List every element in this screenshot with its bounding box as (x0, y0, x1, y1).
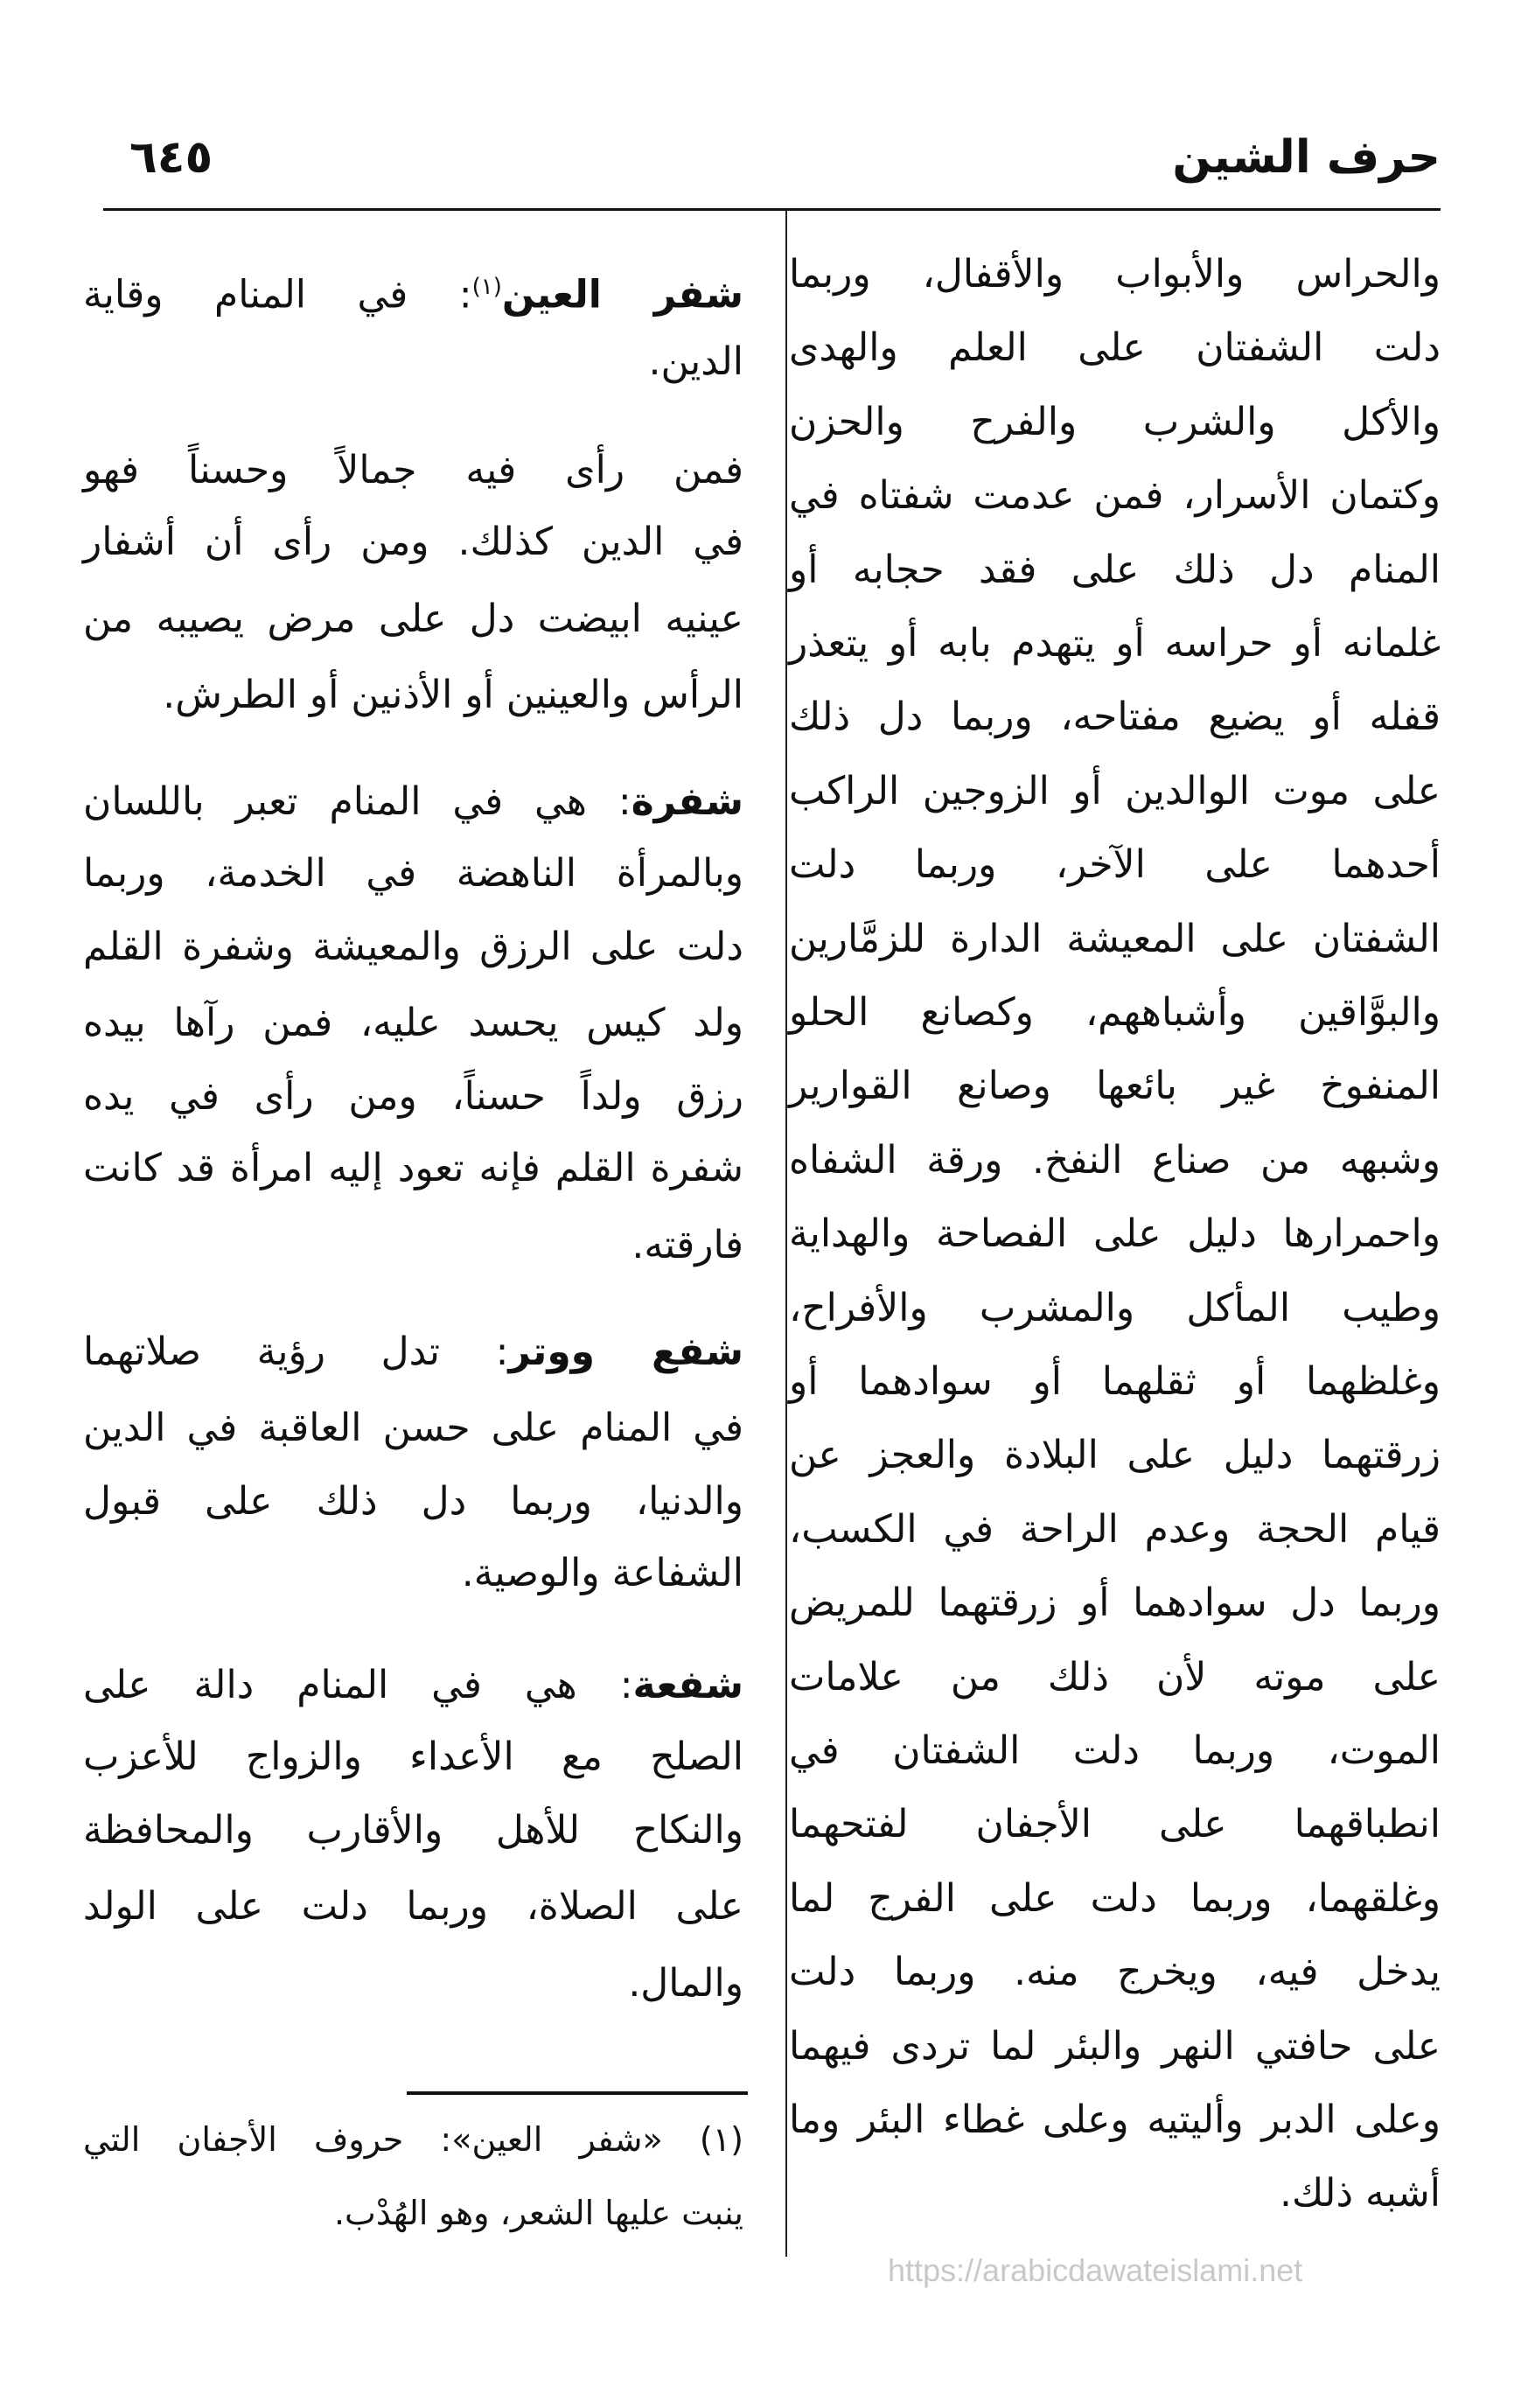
line-text: والمال. (628, 1961, 743, 2006)
line-text: والأكل والشرب والفرح والحزن (789, 400, 1441, 444)
line-text: والنكاح للأهل والأقارب والمحافظة (83, 1808, 743, 1853)
line-text: وكتمان الأسرار، فمن عدمت شفتاه في (789, 473, 1441, 518)
line-text: وغلقهما، وربما دلت على الفرج لما (789, 1876, 1441, 1921)
text-line (789, 396, 1441, 449)
line-text: الصلح مع الأعداء والزواج للأعزب (83, 1734, 743, 1779)
line-text: وغلظهما أو ثقلهما أو سوادهما أو (789, 1359, 1441, 1404)
line-text: قفله أو يضيع مفتاحه، وربما دل ذلك (789, 694, 1441, 739)
text-line (83, 2187, 743, 2239)
column-divider (785, 210, 787, 2257)
text-line (789, 1946, 1441, 1999)
line-text: والدنيا، وربما دل ذلك على قبول (83, 1479, 743, 1524)
text-line (83, 1402, 743, 1455)
line-text: الشفاعة والوصية. (461, 1551, 743, 1595)
line-text: شفرة القلم فإنه تعود إليه امرأة قد كانت (83, 1146, 743, 1190)
line-text: وعلى الدبر وأليتيه وعلى غطاء البئر وما (789, 2097, 1441, 2142)
line-text: على حافتي النهر والبئر لما تردى فيهما (789, 2024, 1441, 2069)
text-line (83, 848, 743, 900)
line-text: المنام دل ذلك على فقد حجابه أو (789, 548, 1441, 592)
line-text: المنفوخ غير بائعها وصانع القوارير (789, 1064, 1441, 1108)
line-text: : هي في المنام دالة على (83, 1663, 633, 1707)
text-line (83, 1219, 743, 1272)
line-text: دلت الشفتان على العلم والهدى (789, 325, 1441, 370)
text-line (83, 593, 743, 646)
page-number: ٦٤٥ (129, 131, 213, 184)
text-line (83, 921, 743, 974)
line-text: الشفتان على المعيشة الدارة للزمَّارين (789, 917, 1441, 961)
line-text: والبوَّاقين وأشباههم، وكصانع الحلو (789, 990, 1441, 1035)
text-line (83, 1958, 743, 2010)
running-title: حرف الشين (1172, 131, 1441, 184)
text-line (83, 1881, 743, 1933)
text-line (789, 2094, 1441, 2146)
text-line (83, 776, 743, 828)
line-text: وربما دل سوادهما أو زرقتهما للمريض (789, 1581, 1441, 1625)
line-text: فارقته. (631, 1223, 743, 1267)
line-text: على موت الوالدين أو الزوجين الراكب (789, 769, 1441, 813)
text-line (83, 1071, 743, 1123)
line-text: زرقتهما دليل على البلادة والعجز عن (789, 1433, 1441, 1477)
text-line (83, 261, 744, 318)
line-text: رزق ولداً حسناً، ومن رأى في يده (83, 1074, 743, 1119)
text-line (789, 1060, 1441, 1113)
line-text: في الدين كذلك. ومن رأى أن أشفار (83, 520, 743, 564)
text-line (789, 248, 1441, 301)
text-line (789, 765, 1441, 818)
text-line (789, 1134, 1441, 1187)
line-text: انطباقهما على الأجفان لفتحهما (789, 1802, 1441, 1846)
entry-heading: شفعة (632, 1663, 743, 1707)
text-line (83, 1142, 743, 1195)
text-line (789, 691, 1441, 743)
entry-heading: شفر العين (501, 272, 744, 318)
text-line (789, 1208, 1441, 1260)
line-text: ولد كيس يحسد عليه، فمن رآها بيده (83, 1001, 743, 1045)
line-text: والحراس والأبواب والأقفال، وربما (789, 252, 1441, 297)
line-text: أشبه ذلك. (1279, 2171, 1441, 2216)
text-line (789, 839, 1441, 891)
text-line (789, 322, 1441, 374)
text-line (789, 1282, 1441, 1335)
text-line (789, 1798, 1441, 1851)
line-text: عينيه ابيضت دل على مرض يصيبه من (83, 597, 743, 641)
footnote-marker: (١) (471, 274, 502, 300)
line-text: على موته لأن ذلك من علامات (789, 1655, 1441, 1700)
line-text: فمن رأى فيه جمالاً وحسناً فهو (83, 448, 743, 492)
line-text: (١) «شفر العين»: حروف الأجفان التي (83, 2120, 743, 2159)
line-text: الموت، وربما دلت الشفتان في (789, 1728, 1441, 1773)
header-rule (103, 208, 1441, 211)
line-text: واحمرارها دليل على الفصاحة والهداية (789, 1211, 1441, 1256)
line-text: قيام الحجة وعدم الراحة في الكسب، (789, 1507, 1441, 1552)
text-line (789, 1504, 1441, 1556)
line-text: : تدل رؤية صلاتهما (83, 1330, 509, 1374)
line-text: وشبهه من صناع النفخ. ورقة الشفاه (789, 1138, 1441, 1183)
text-line (789, 544, 1441, 597)
text-line (789, 987, 1441, 1039)
line-text: أحدهما على الآخر، وربما دلت (789, 842, 1441, 887)
line-text: الرأس والعينين أو الأذنين أو الطرش. (163, 673, 743, 717)
text-line (83, 1804, 743, 1857)
text-line (83, 1547, 743, 1600)
text-line (789, 2021, 1441, 2073)
text-line (789, 1651, 1441, 1704)
line-text: وبالمرأة الناهضة في الخدمة، وربما (83, 851, 743, 896)
text-line (83, 516, 743, 569)
line-text: ينبت عليها الشعر، وهو الهُدْب. (333, 2194, 743, 2232)
line-text: دلت على الرزق والمعيشة وشفرة القلم (83, 925, 743, 969)
text-line (789, 1725, 1441, 1777)
line-text: : في المنام وقاية (83, 272, 472, 318)
line-text: وطيب المأكل والمشرب والأفراح، (789, 1286, 1441, 1330)
line-text: على الصلاة، وربما دلت على الولد (83, 1884, 743, 1929)
text-line (789, 1577, 1441, 1630)
text-line (789, 1356, 1441, 1408)
entry-heading: شفرة (631, 779, 743, 824)
text-line (789, 913, 1441, 966)
line-text: يدخل فيه، ويخرج منه. وربما دلت (789, 1950, 1441, 1994)
text-line (83, 1731, 743, 1783)
text-line (83, 2113, 743, 2166)
line-text: في المنام على حسن العاقبة في الدين (83, 1406, 743, 1450)
text-line (83, 1476, 743, 1528)
text-line (789, 618, 1441, 670)
entry-heading: شفع ووتر (508, 1330, 743, 1374)
text-line (789, 1429, 1441, 1482)
watermark: https://arabicdawateislami.net (888, 2252, 1303, 2288)
line-text: : هي في المنام تعبر باللسان (83, 779, 631, 824)
text-line (83, 336, 743, 388)
text-line (789, 1873, 1441, 1925)
text-line (789, 2167, 1441, 2220)
footnote-rule (407, 2091, 748, 2095)
text-line (83, 997, 743, 1050)
text-line (83, 444, 743, 497)
text-line (83, 1326, 743, 1378)
line-text: الدين. (648, 339, 743, 384)
text-line (83, 669, 743, 722)
text-line (83, 1659, 743, 1712)
text-line (789, 470, 1441, 522)
line-text: غلمانه أو حراسه أو يتهدم بابه أو يتعذر (789, 621, 1441, 666)
